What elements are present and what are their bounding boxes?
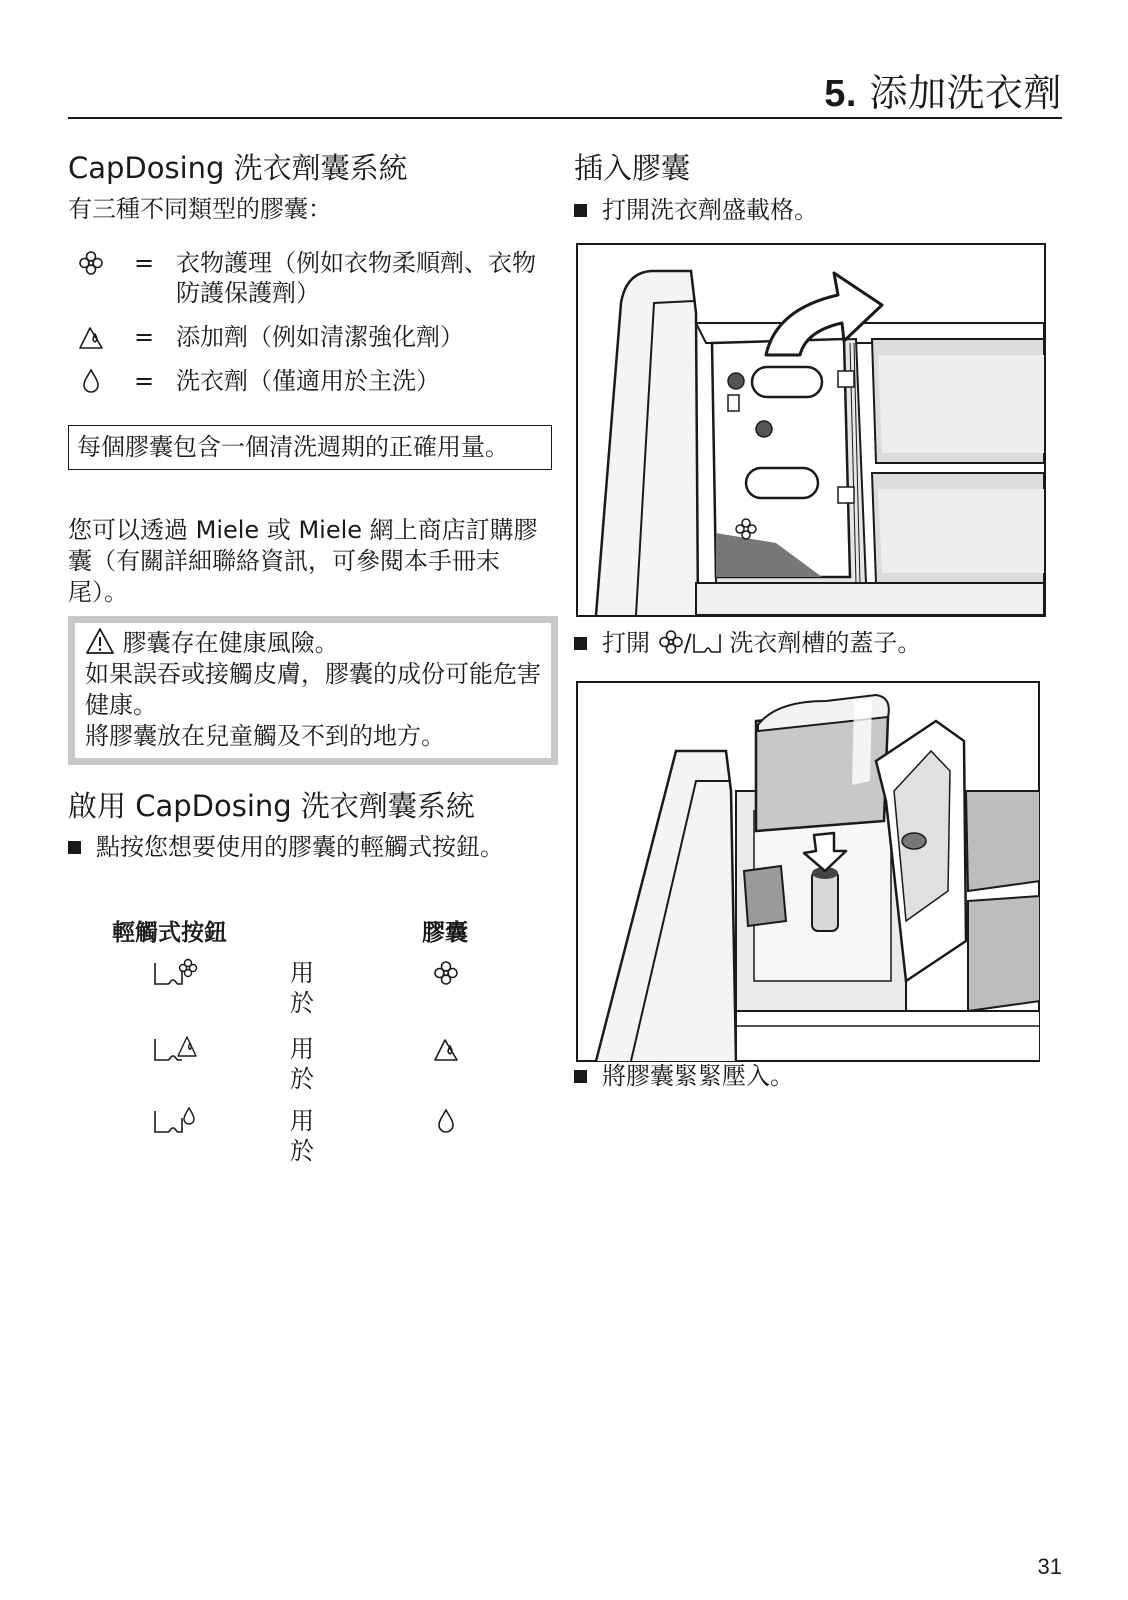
step-press-capsule	[574, 1061, 1054, 1093]
step-press-capsule-text: 將膠囊緊緊壓入。	[602, 1062, 794, 1090]
bullet-square	[574, 204, 587, 217]
touch-flower-icon	[152, 958, 198, 988]
warning-title: 膠囊存在健康風險。	[122, 629, 339, 657]
step-open-lid-sep: /	[683, 629, 692, 657]
bullet-square	[574, 1070, 587, 1083]
step-open-drawer-text: 打開洗衣劑盛載格。	[602, 196, 818, 224]
page-number: 31	[1037, 1554, 1062, 1579]
flower-icon	[433, 960, 459, 986]
type-row-care	[68, 248, 548, 310]
step-open-lid-post: 洗衣劑槽的蓋子。	[729, 629, 922, 657]
table-header-capsule: 膠囊	[422, 920, 468, 946]
section-heading-capdosing: CapDosing 洗衣劑囊系統	[68, 151, 408, 185]
type-desc-booster: 添加劑（例如清潔強化劑）	[176, 323, 464, 351]
table-header-button: 輕觸式按鈕	[112, 920, 227, 946]
drop-icon	[78, 368, 104, 394]
warning-triangle-icon	[85, 627, 115, 655]
touch-drop-icon	[152, 1106, 198, 1136]
warning-text-2: 將膠囊放在兒童觸及不到的地方。	[85, 722, 445, 750]
drop-icon	[433, 1108, 459, 1134]
warning-title-line	[85, 627, 541, 659]
step-activate-text: 點按您想要使用的膠囊的輕觸式按鈕。	[96, 833, 504, 861]
step-open-lid	[574, 628, 1054, 660]
section-heading-insert: 插入膠囊	[574, 151, 691, 185]
flower-icon	[658, 629, 684, 655]
intro-text: 有三種不同類型的膠囊：	[68, 195, 332, 223]
capsule-insert-illustration	[576, 681, 1040, 1062]
bullet-square	[574, 637, 587, 650]
table-row-3-for: 用於	[290, 1107, 314, 1165]
type-row-booster	[68, 322, 548, 354]
type-row-detergent	[68, 366, 548, 398]
table-row-1-for: 用於	[290, 959, 314, 1017]
flower-icon	[78, 250, 104, 276]
chapter-title: 5. 添加洗衣劑	[824, 71, 1062, 115]
order-text: 您可以透過 Miele 或 Miele 網上商店訂購膠囊（有關詳細聯絡資訊，可參閱本手冊末尾）。	[68, 516, 538, 606]
equals-sign: =	[134, 367, 155, 395]
warning-box	[68, 616, 558, 765]
type-desc-care: 衣物護理（例如衣物柔順劑、衣物防護保護劑）	[176, 249, 536, 307]
bullet-square	[68, 841, 81, 854]
compartment-icon	[692, 631, 722, 655]
step-open-drawer	[574, 195, 1054, 227]
booster-icon	[78, 324, 104, 350]
table-row-2-for: 用於	[290, 1035, 314, 1093]
step-open-lid-pre: 打開	[602, 629, 650, 657]
dose-note-box: 每個膠囊包含一個清洗週期的正確用量。	[68, 425, 552, 470]
touch-booster-icon	[152, 1034, 198, 1064]
equals-sign: =	[134, 249, 155, 277]
warning-text-1: 如果誤吞或接觸皮膚，膠囊的成份可能危害健康。	[85, 660, 541, 719]
drawer-illustration	[576, 243, 1046, 617]
step-activate	[68, 832, 528, 896]
equals-sign: =	[134, 323, 155, 351]
section-heading-activate: 啟用 CapDosing 洗衣劑囊系統	[68, 789, 475, 823]
step-open-lid-text	[602, 628, 921, 659]
type-desc-detergent: 洗衣劑（僅適用於主洗）	[176, 367, 440, 395]
header-rule	[68, 117, 1062, 119]
booster-icon	[433, 1036, 459, 1062]
